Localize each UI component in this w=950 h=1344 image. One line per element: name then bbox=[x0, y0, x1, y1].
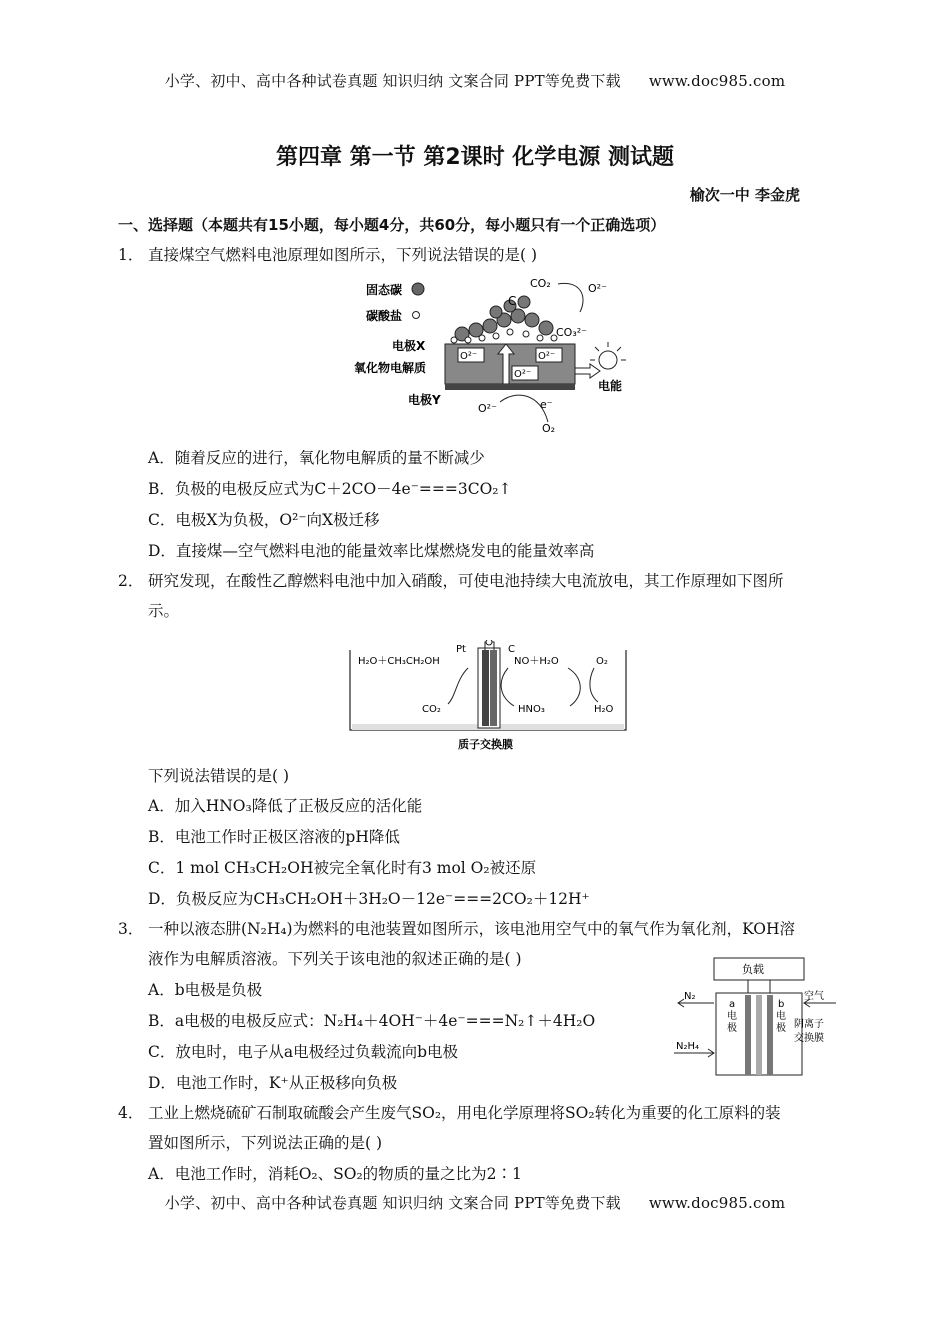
question-stem-2: 置如图所示，下列说法正确的是( ) bbox=[148, 1134, 383, 1152]
q1-option-c: C．电极X为负极，O²⁻向X极迁移 bbox=[148, 511, 380, 529]
a-label-1: a bbox=[729, 999, 736, 1010]
coal-fuel-cell-figure bbox=[350, 272, 640, 436]
b-label-1: b bbox=[778, 999, 785, 1010]
a-label-2: 电 bbox=[727, 1011, 737, 1022]
footer-text: 小学、初中、高中各种试卷真题 知识归纳 文案合同 PPT等免费下载 bbox=[164, 1194, 621, 1212]
membrane-label: 质子交换膜 bbox=[458, 738, 513, 751]
load-wires bbox=[748, 980, 770, 993]
q3-option-d: D．电池工作时，K⁺从正极移向负极 bbox=[148, 1074, 398, 1092]
electrode-x-label: 电极X bbox=[392, 339, 426, 353]
h2o-label: H₂O bbox=[594, 704, 614, 715]
o2m-label-3: O²⁻ bbox=[514, 369, 532, 380]
question-number: 1． bbox=[118, 246, 144, 264]
question-stem: 直接煤空气燃料电池原理如图所示，下列说法错误的是( ) bbox=[148, 246, 538, 264]
left-arrow bbox=[448, 668, 468, 704]
membrane-label-2: 交换膜 bbox=[794, 1033, 824, 1044]
o2-label: O₂ bbox=[596, 656, 608, 667]
question-stem-2: 液作为电解质溶液。下列关于该电池的叙述正确的是( ) bbox=[148, 950, 522, 968]
carbonate-label: 碳酸盐 bbox=[366, 309, 403, 323]
c-electrode bbox=[490, 650, 497, 726]
e-label: e⁻ bbox=[540, 398, 553, 411]
oxygen-arrow bbox=[590, 668, 598, 702]
q2-option-b: B．电池工作时正极区溶液的pH降低 bbox=[148, 828, 400, 846]
question-4 bbox=[118, 1098, 838, 1158]
bulb-icon bbox=[599, 351, 617, 369]
c-label: C bbox=[508, 294, 517, 308]
co2-label: CO₂ bbox=[530, 277, 551, 290]
pt-label: Pt bbox=[456, 644, 466, 655]
question-number: 3． bbox=[118, 920, 144, 938]
a-electrode bbox=[745, 995, 751, 1075]
o2m-label-bottom: O²⁻ bbox=[478, 402, 497, 415]
n2-label: N₂ bbox=[684, 991, 696, 1002]
q1-option-d: D．直接煤—空气燃料电池的能量效率比煤燃烧发电的能量效率高 bbox=[148, 542, 595, 560]
b-label-2: 电 bbox=[776, 1011, 786, 1022]
question-stem-1: 工业上燃烧硫矿石制取硫酸会产生废气SO₂，用电化学原理将SO₂转化为重要的化工原料的装 bbox=[148, 1104, 781, 1122]
footer-site[interactable]: www.doc985.com bbox=[648, 1194, 786, 1212]
b-label-3: 极 bbox=[776, 1023, 786, 1034]
meter-icon bbox=[486, 640, 492, 645]
b-electrode bbox=[767, 995, 773, 1075]
q2-stem-3: 下列说法错误的是( ) bbox=[148, 767, 290, 785]
question-number: 4． bbox=[118, 1104, 144, 1122]
current-arrow-icon bbox=[575, 364, 600, 378]
question-stem-1: 研究发现，在酸性乙醇燃料电池中加入硝酸，可使电池持续大电流放电，其工作原理如下图所 bbox=[148, 572, 784, 590]
n2h4-label: N₂H₄ bbox=[676, 1041, 700, 1052]
q2-option-a: A．加入HNO₃降低了正极反应的活化能 bbox=[148, 797, 423, 815]
q3-option-b: B．a电极的电极反应式：N₂H₄＋4OH⁻＋4e⁻===N₂↑＋4H₂O bbox=[148, 1012, 596, 1030]
electrode-y-label: 电极Y bbox=[408, 393, 441, 407]
reactant-right: NO＋H₂O bbox=[514, 656, 559, 667]
header-site[interactable]: www.doc985.com bbox=[648, 72, 786, 90]
electrolyte-label: 氧化物电解质 bbox=[354, 361, 427, 375]
q2-option-d: D．负极反应为CH₃CH₂OH＋3H₂O－12e⁻===2CO₂＋12H⁺ bbox=[148, 890, 590, 908]
o2m-label-top: O²⁻ bbox=[588, 282, 607, 295]
header-text: 小学、初中、高中各种试卷真题 知识归纳 文案合同 PPT等免费下载 bbox=[164, 72, 621, 90]
pt-electrode bbox=[482, 650, 489, 726]
section-heading: 一、选择题（本题共有15小题，每小题4分，共60分，每小题只有一个正确选项） bbox=[118, 216, 666, 234]
page-header bbox=[0, 70, 950, 91]
q1-option-a: A．随着反应的进行，氧化物电解质的量不断减少 bbox=[148, 449, 485, 467]
question-number: 2． bbox=[118, 572, 144, 590]
membrane-label-1: 阴离子 bbox=[794, 1019, 824, 1030]
reactant-left: H₂O＋CH₃CH₂OH bbox=[358, 656, 440, 667]
carbon-legend-icon bbox=[412, 283, 424, 295]
nitric-cycle-arrow-2 bbox=[568, 668, 580, 706]
o2m-label-2: O²⁻ bbox=[538, 351, 556, 362]
electricity-label: 电能 bbox=[598, 379, 623, 393]
hno3-label: HNO₃ bbox=[518, 704, 545, 715]
air-label: 空气 bbox=[804, 991, 824, 1002]
carbonate-legend-icon bbox=[413, 312, 420, 319]
q3-option-a: A．b电极是负极 bbox=[148, 981, 263, 999]
solid-carbon-label: 固态碳 bbox=[366, 283, 403, 297]
c-label: C bbox=[508, 644, 515, 655]
load-label: 负载 bbox=[742, 963, 764, 976]
q2-option-c: C．1 mol CH₃CH₂OH被完全氧化时有3 mol O₂被还原 bbox=[148, 859, 537, 877]
ethanol-cell-figure bbox=[348, 640, 630, 754]
page-title: 第四章 第一节 第2课时 化学电源 测试题 bbox=[276, 145, 674, 170]
o2m-label-1: O²⁻ bbox=[460, 351, 478, 362]
membrane bbox=[756, 995, 762, 1075]
nitric-cycle-arrow-1 bbox=[501, 668, 514, 706]
question-1 bbox=[118, 240, 838, 270]
question-stem-2: 示。 bbox=[148, 602, 180, 620]
question-stem-1: 一种以液态肼(N₂H₄)为燃料的电池装置如图所示，该电池用空气中的氧气作为氧化剂，KOH溶 bbox=[148, 920, 795, 938]
hydrazine-cell-figure bbox=[670, 955, 840, 1080]
electrode-y-bar bbox=[445, 384, 575, 390]
question-2 bbox=[118, 566, 838, 626]
a-label-3: 极 bbox=[727, 1023, 737, 1034]
co2-label: CO₂ bbox=[422, 704, 441, 715]
q1-option-b: B．负极的电极反应式为C＋2CO－4e⁻===3CO₂↑ bbox=[148, 480, 512, 498]
o2-label: O₂ bbox=[542, 422, 556, 435]
co3-label: CO₃²⁻ bbox=[556, 326, 587, 339]
author: 榆次一中 李金虎 bbox=[689, 186, 800, 204]
carbon-pile bbox=[451, 296, 557, 343]
q4-option-a: A．电池工作时，消耗O₂、SO₂的物质的量之比为2∶1 bbox=[148, 1165, 522, 1183]
q3-option-c: C．放电时，电子从a电极经过负载流向b电极 bbox=[148, 1043, 459, 1061]
cycle-arrow-top bbox=[558, 283, 583, 312]
page-footer bbox=[0, 1192, 950, 1213]
